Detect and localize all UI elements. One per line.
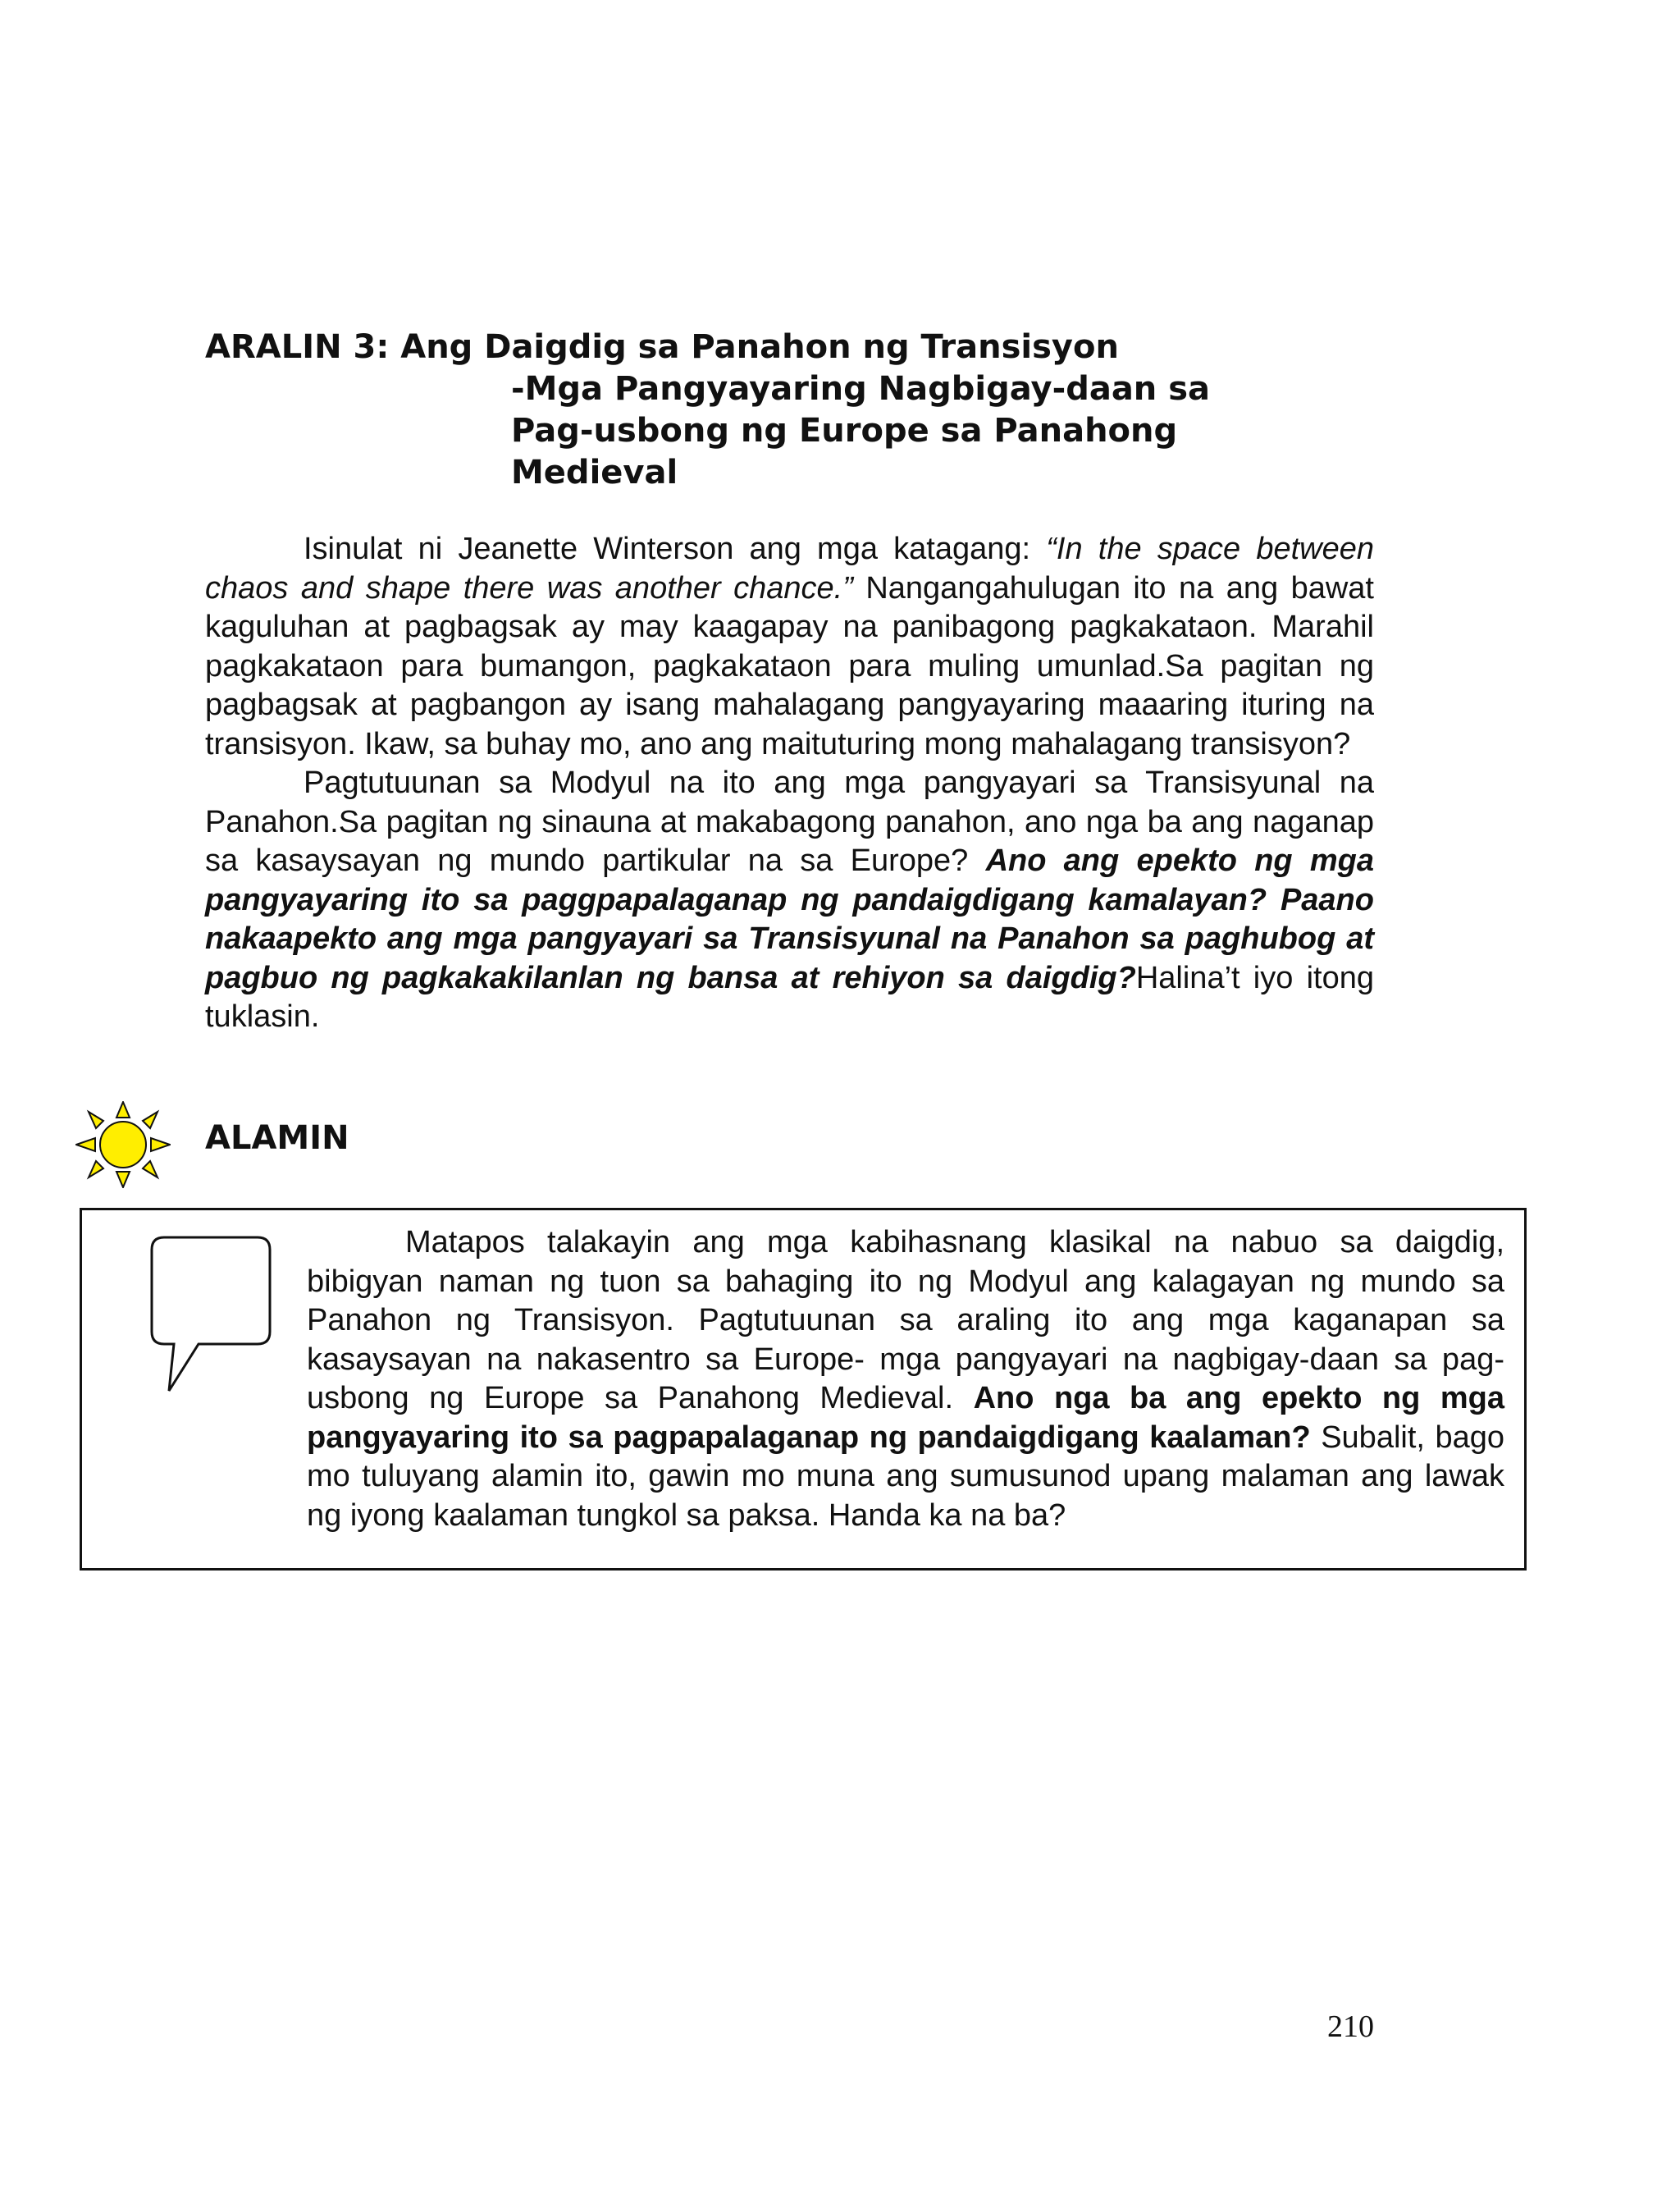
intro-p1-rest: Nangangahulugan ito na ang bawat kaguluhan at pagbagsak ay may kaagapay na panibagong pagkakataon. Marahil pagkakataon para bumangon, pagkakataon para muling umunlad.Sa pagitan ng pagbagsak at pagbangon ay isang mahalagang pangyayaring maaaring ituring na transisyon. Ikaw, sa buhay mo, ano ang maituturing mong mahalagang transisyon? bbox=[205, 570, 1374, 761]
alamin-text-end: Subalit, bago mo tuluyang alamin ito, gawin mo muna ang sumusunod upang malaman ang lawak ng iyong kaalaman tungkol sa paksa. Handa ka na ba? bbox=[307, 1420, 1504, 1533]
intro-paragraph-1 bbox=[205, 530, 1374, 764]
lesson-title-line-4: Medieval bbox=[511, 454, 678, 491]
lesson-title bbox=[205, 327, 1395, 494]
lesson-title-line-3: Pag-usbong ng Europe sa Panahong bbox=[511, 412, 1178, 450]
intro-p2-start: Pagtutuunan sa Modyul na ito ang mga pangyayari sa Transisyunal na Panahon.Sa pagitan ng sinauna at makabagong panahon, ano nga ba ang naganap sa kasaysayan ng mundo partikular na sa Europe? bbox=[205, 766, 1374, 878]
intro-section bbox=[205, 530, 1374, 1037]
intro-p2-guide-questions: Ano ang epekto ng mga pangyayaring ito sa paggpapalaganap ng pandaigdigang kamalayan? Paano nakaapekto ang mga pangyayari sa Transisyunal na Panahon sa paghubog at pagbuo ng pagkakakilanlan ng bansa at rehiyon sa daigdig? bbox=[205, 844, 1374, 995]
intro-paragraph-2 bbox=[205, 764, 1374, 1037]
alamin-heading: ALAMIN bbox=[205, 1119, 349, 1157]
lesson-title-line-1: ARALIN 3: Ang Daigdig sa Panahon ng Transisyon bbox=[205, 328, 1119, 366]
page-number: 210 bbox=[1327, 2009, 1374, 2044]
lesson-title-line-2: -Mga Pangyayaring Nagbigay-daan sa bbox=[511, 370, 1211, 408]
alamin-guide-question: Ano nga ba ang epekto ng mga pangyayaring ito sa pagpapalaganap ng pandaigdigang kaalaman? bbox=[307, 1381, 1504, 1455]
alamin-paragraph bbox=[307, 1223, 1504, 1535]
winterson-quote: “In the space between chaos and shape there was another chance.” bbox=[205, 532, 1374, 606]
sun-icon bbox=[75, 1101, 171, 1188]
intro-p1-start: Isinulat ni Jeanette Winterson ang mga katagang: bbox=[304, 532, 1047, 566]
alamin-intro-box bbox=[80, 1208, 1527, 1570]
alamin-text-start: Matapos talakayin ang mga kabihasnang klasikal na nabuo sa daigdig, bibigyan naman ng tuon sa bahaging ito ng Modyul ang kalagayan ng mundo sa Panahon ng Transisyon. Pagtutuunan sa araling ito ang mga kaganapan sa kasaysayan na nakasentro sa Europe- mga pangyayari na nagbigay-daan sa pag-usbong ng Europe sa Panahong Medieval. bbox=[307, 1225, 1504, 1415]
speech-bubble-icon bbox=[149, 1235, 272, 1396]
intro-p2-end: Halina’t iyo itong tuklasin. bbox=[205, 960, 1374, 1034]
